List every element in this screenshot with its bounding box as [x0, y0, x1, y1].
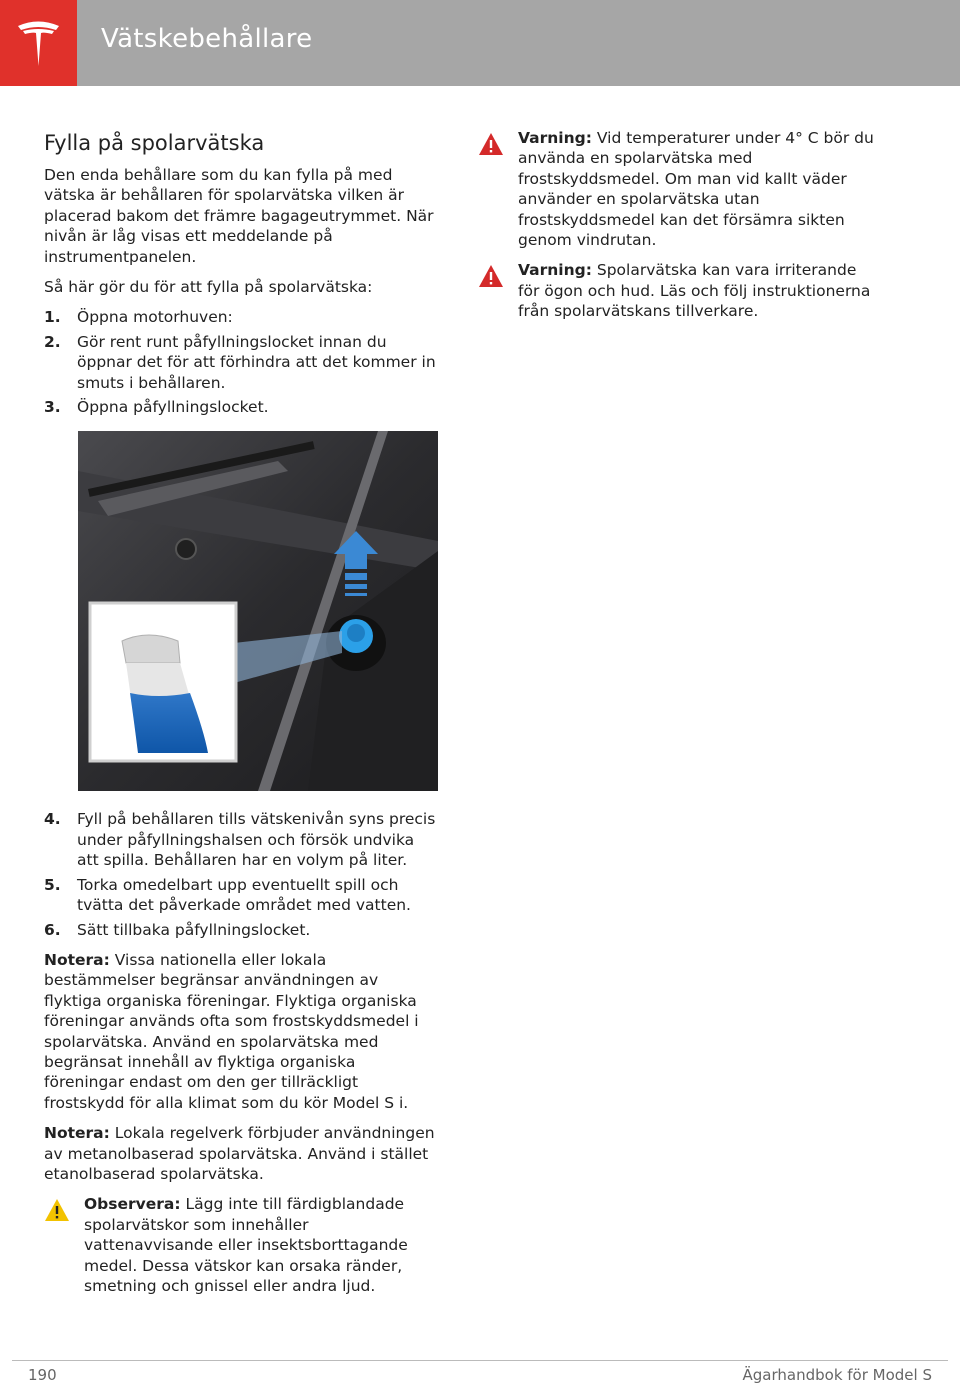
step-number: 4. — [44, 810, 61, 829]
right-column — [478, 128, 878, 332]
step-item — [44, 397, 440, 417]
steps-list-after — [44, 809, 440, 939]
step-number: 2. — [44, 332, 61, 351]
warning-text: Spolarvätska kan vara irriterande för ögon och hud. Läs och följ instruktionerna från spolarvätskans tillverkare. — [518, 261, 871, 321]
step-text: Sätt tillbaka påfyllningslocket. — [77, 920, 311, 939]
caution-text: Lägg inte till färdigblandade spolarvätskor som innehåller vattenavvisande eller insektsborttagande medel. Dessa vätskor kan orsaka ränder, smetning och gnissel eller andra ljud. — [84, 1195, 408, 1295]
step-text: Gör rent runt påfyllningslocket innan du öppnar det för att förhindra att det kommer in smuts i behållaren. — [77, 332, 436, 392]
caution-block — [44, 1194, 440, 1296]
tesla-logo-icon — [16, 18, 61, 68]
page-number: 190 — [28, 1366, 57, 1384]
section-heading: Fylla på spolarvätska — [44, 131, 265, 155]
caution-label: Observera: — [84, 1195, 181, 1214]
step-number: 1. — [44, 308, 61, 327]
note-text: Vissa nationella eller lokala bestämmelser begränsar användningen av flyktiga organiska föreningar. Flyktiga organiska föreningar används ofta som frostskyddsmedel i spolarvätska. Använd en spolarvätska med begränsat innehåll av flyktiga organiska föreningar endast om den ger tillräckligt frostskydd för alla klimat som du kör Model S i. — [44, 950, 419, 1112]
note-label: Notera: — [44, 1124, 110, 1143]
step-item — [44, 875, 440, 916]
footer-divider — [12, 1360, 948, 1361]
warning-icon — [478, 264, 504, 288]
warning-icon — [478, 132, 504, 156]
step-text: Öppna motorhuven: — [77, 308, 233, 327]
steps-list-before — [44, 307, 440, 417]
step-text: Öppna påfyllningslocket. — [77, 398, 269, 417]
step-number: 5. — [44, 875, 61, 894]
note-paragraph — [44, 950, 440, 1113]
footer-title: Ägarhandbok för Model S — [742, 1366, 932, 1384]
step-number: 6. — [44, 920, 61, 939]
warning-label: Varning: — [518, 129, 592, 147]
warning-block — [478, 128, 878, 250]
step-item — [44, 920, 440, 940]
note-text: Lokala regelverk förbjuder användningen av metanolbaserad spolarvätska. Använd i stället etanolbaserad spolarvätska. — [44, 1124, 435, 1183]
reservoir-photo — [78, 431, 438, 791]
step-text: Torka omedelbart upp eventuellt spill och tvätta det påverkade området med vatten. — [77, 875, 411, 915]
page-header — [0, 0, 960, 86]
warning-block — [478, 260, 878, 321]
lead-paragraph: Så här gör du för att fylla på spolarvätska: — [44, 278, 373, 297]
brand-logo — [0, 0, 77, 86]
warning-text: Vid temperaturer under 4° C bör du använda en spolarvätska med frostskyddsmedel. Om man vid kallt väder använder en spolarvätska utan frostskyddsmedel kan det försämra sikten genom vindrutan. — [518, 129, 874, 250]
left-column — [44, 128, 440, 1306]
note-paragraph — [44, 1123, 440, 1184]
intro-paragraph: Den enda behållare som du kan fylla på med vätska är behållaren för spolarvätska vilken är placerad bakom det främre bagageutrymmet. När nivån är låg visas ett meddelande på instrumentpanelen. — [44, 166, 434, 266]
washer-reservoir-illustration — [78, 431, 438, 791]
caution-icon — [44, 1198, 70, 1222]
note-label: Notera: — [44, 950, 110, 969]
step-number: 3. — [44, 398, 61, 417]
step-text: Fyll på behållaren tills vätskenivån syns precis under påfyllningshalsen och försök undvika att spilla. Behållaren har en volym på liter. — [77, 810, 436, 870]
step-item — [44, 332, 440, 393]
warning-label: Varning: — [518, 261, 592, 280]
step-item — [44, 307, 440, 327]
step-item — [44, 809, 440, 870]
page-title: Vätskebehållare — [101, 24, 313, 54]
